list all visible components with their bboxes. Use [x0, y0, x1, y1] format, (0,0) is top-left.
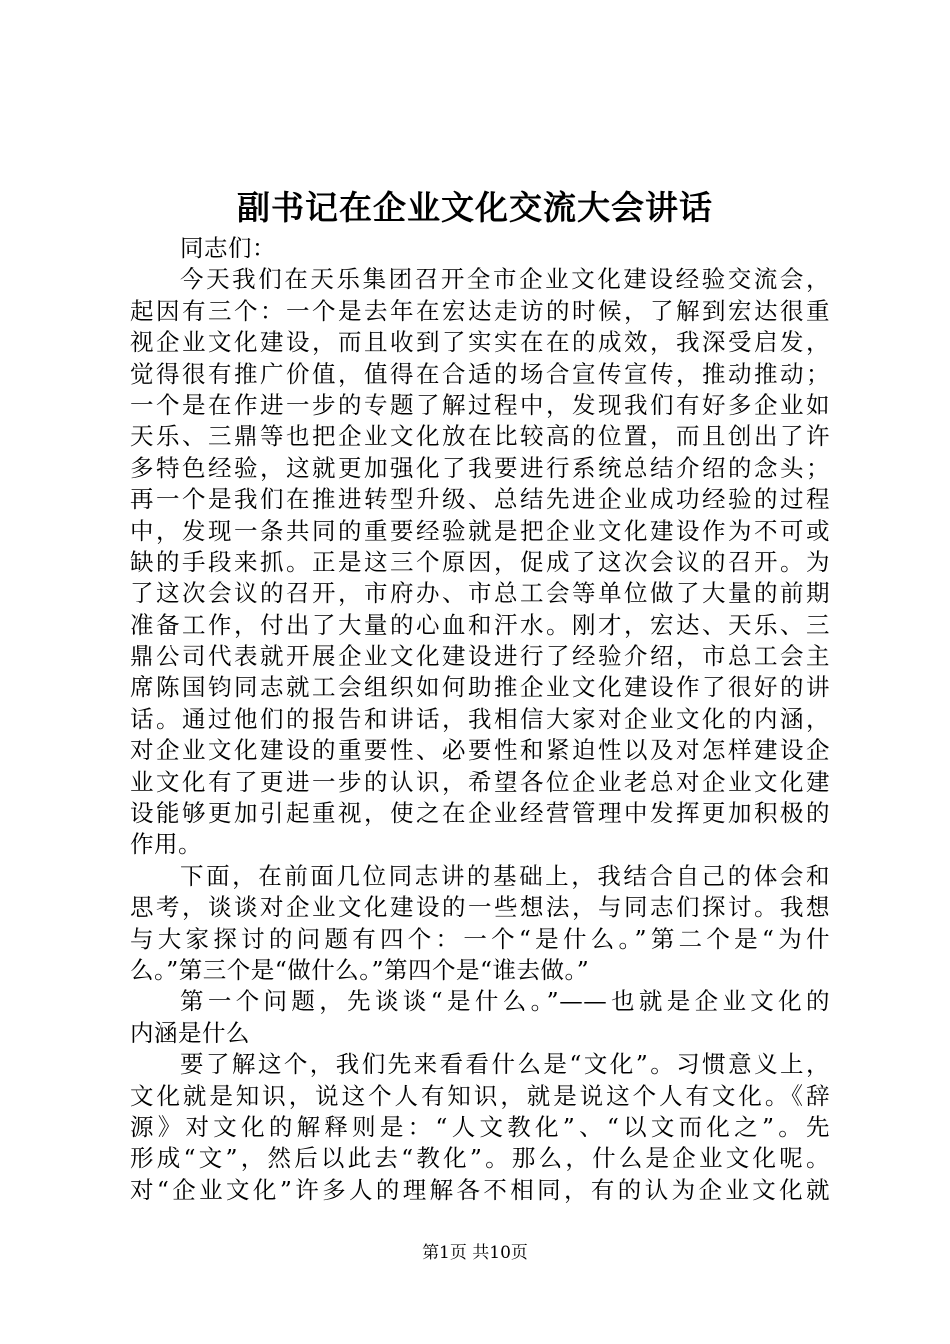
text-line: 多特色经验，这就更加强化了我要进行系统总结介绍的念头；	[130, 453, 830, 482]
text-line: 今天我们在天乐集团召开全市企业文化建设经验交流会，	[180, 265, 830, 294]
text-line: 了这次会议的召开，市府办、市总工会等单位做了大量的前期	[130, 579, 830, 608]
text-line: 鼎公司代表就开展企业文化建设进行了经验介绍，市总工会主	[130, 642, 830, 671]
text-line: 思考，谈谈对企业文化建设的一些想法，与同志们探讨。我想	[130, 893, 830, 922]
text-line: 对企业文化建设的重要性、必要性和紧迫性以及对怎样建设企	[130, 736, 830, 765]
text-line: 同志们：	[180, 234, 276, 262]
text-line: 源》对文化的解释则是：“人文教化”、“以文而化之”。先	[130, 1112, 830, 1141]
text-line: 一个是在作进一步的专题了解过程中，发现我们有好多企业如	[130, 390, 830, 419]
page-title: 副书记在企业文化交流大会讲话	[237, 188, 713, 227]
text-line: 中，发现一条共同的重要经验就是把企业文化建设作为不可或	[130, 516, 830, 545]
text-line: 业文化有了更进一步的认识，希望各位企业老总对企业文化建	[130, 767, 830, 796]
text-line: 文化就是知识，说这个人有知识，就是说这个人有文化。《辞	[130, 1081, 830, 1110]
text-line: 么。”第三个是“做什么。”第四个是“谁去做。”	[130, 955, 590, 984]
text-line: 视企业文化建设，而且收到了实实在在的成效，我深受启发，	[130, 328, 830, 357]
text-line: 内涵是什么	[130, 1018, 250, 1047]
text-line: 下面，在前面几位同志讲的基础上，我结合自己的体会和	[180, 861, 830, 890]
text-line: 天乐、三鼎等也把企业文化放在比较高的位置，而且创出了许	[130, 422, 830, 451]
text-line: 作用。	[130, 830, 202, 859]
text-line: 形成“文”，然后以此去“教化”。那么，什么是企业文化呢。	[130, 1144, 830, 1173]
text-line: 再一个是我们在推进转型升级、总结先进企业成功经验的过程	[130, 485, 830, 514]
text-line: 缺的手段来抓。正是这三个原因，促成了这次会议的召开。为	[130, 547, 830, 576]
text-line: 要了解这个，我们先来看看什么是“文化”。习惯意义上，	[180, 1050, 830, 1079]
text-line: 第一个问题，先谈谈“是什么。”——也就是企业文化的	[180, 987, 830, 1016]
text-line: 设能够更加引起重视，使之在企业经营管理中发挥更加积极的	[130, 799, 830, 828]
text-line: 准备工作，付出了大量的心血和汗水。刚才，宏达、天乐、三	[130, 610, 830, 639]
text-line: 觉得很有推广价值，值得在合适的场合宣传宣传，推动推动；	[130, 359, 830, 388]
page-footer: 第1页 共10页	[422, 1243, 528, 1263]
document-body	[130, 233, 830, 1206]
text-line: 对“企业文化”许多人的理解各不相同，有的认为企业文化就	[130, 1175, 830, 1204]
text-line: 席陈国钧同志就工会组织如何助推企业文化建设作了很好的讲	[130, 673, 830, 702]
text-line: 话。通过他们的报告和讲话，我相信大家对企业文化的内涵，	[130, 704, 830, 733]
text-line: 与大家探讨的问题有四个：一个“是什么。”第二个是“为什	[130, 924, 830, 953]
text-line: 起因有三个：一个是去年在宏达走访的时候，了解到宏达很重	[130, 296, 830, 325]
